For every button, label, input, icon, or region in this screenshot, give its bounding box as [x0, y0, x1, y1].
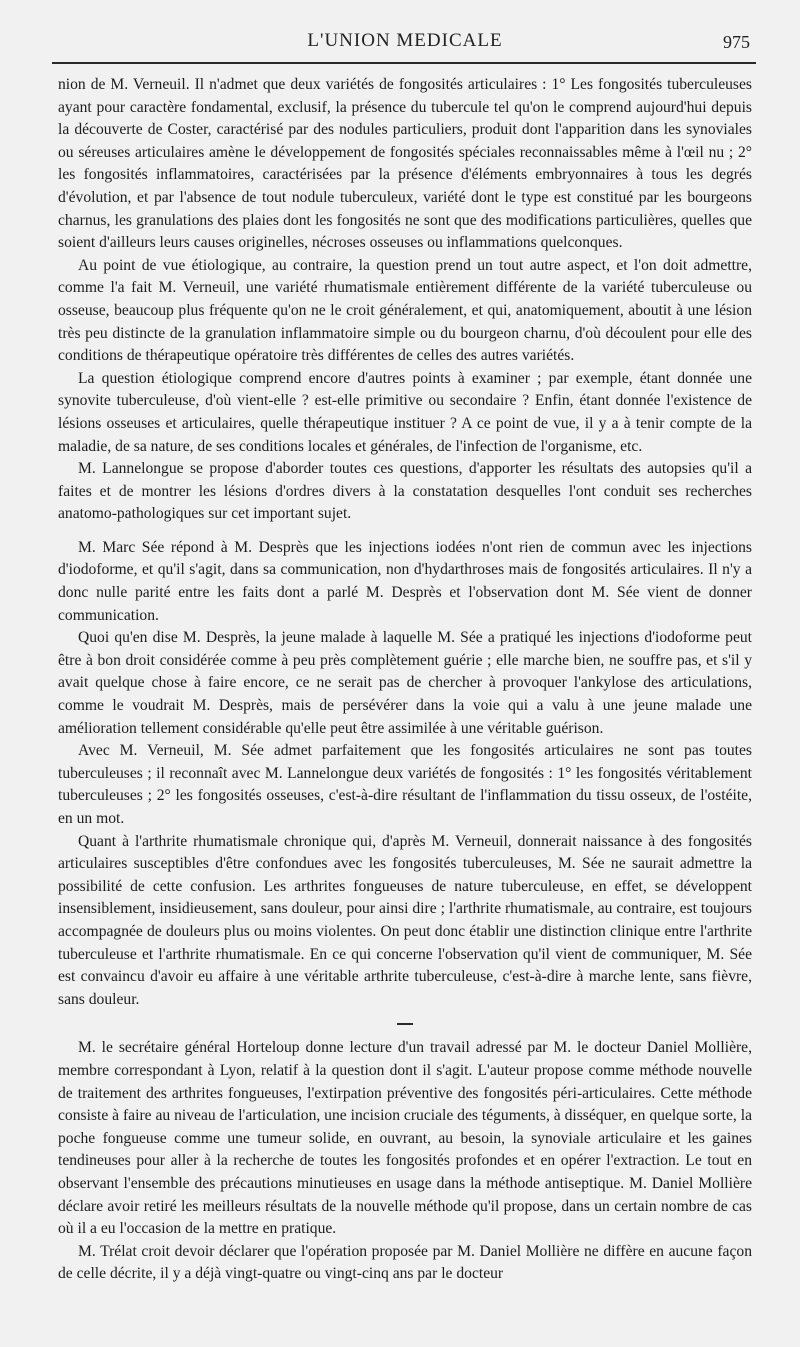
paragraph: Au point de vue étiologique, au contraire, la question prend un tout autre aspect, et l'on doit admettre, comme l'a fait M. Verneuil, une variété rhumatismale entièrement différente de la variété tuberculeuse ou osseuse, beaucoup plus fréquente qu'on ne le croit généralement, et qui, anatomiquement, aboutit à une lésion très peu distincte de la granulation inflammatoire simple ou du bourgeon charnu, d'où découlent pour elle des conditions de thérapeutique opératoire très différentes de celles des autres variétés. [58, 256, 752, 365]
section-separator [397, 1023, 413, 1025]
paragraph: M. Trélat croit devoir déclarer que l'opération proposée par M. Daniel Mollière ne diffère en aucune façon de celle décrite, il y a déjà vingt-quatre ou vingt-cinq ans par le docteur [58, 1242, 752, 1283]
running-header [58, 30, 752, 56]
paragraph: Quant à l'arthrite rhumatismale chronique qui, d'après M. Verneuil, donnerait naissance à des fongosités articulaires susceptibles d'être confondues avec les fongosités tuberculeuses, M. Sée ne saurait admettre la possibilité de cette confusion. Les arthrites fongueuses de nature tuberculeuse, en effet, se développent insensiblement, insidieusement, sans douleur, pour ainsi dire ; l'arthrite rhumatismale, au contraire, est toujours accompagnée de douleurs plus ou moins violentes. On peut donc établir une distinction clinique entre l'arthrite tuberculeuse et l'arthrite rhumatismale. En ce qui concerne l'observation qu'il vient de communiquer, M. Sée est convaincu d'avoir eu affaire à une véritable arthrite tuberculeuse, c'est-à-dire à marche lente, sans fièvre, sans douleur. [58, 832, 752, 1008]
paragraph: nion de M. Verneuil. Il n'admet que deux variétés de fongosités articulaires : 1° Les fongosités tuberculeuses ayant pour caractère fondamental, exclusif, la présence du tubercule tel qu'on le comprend aujourd'hui depuis la découverte de Coster, caractérisé par des nodules particuliers, produit dont l'apparition dans les synoviales ou séreuses articulaires amène le développement de fongosités spéciales reconnaissables même à l'œil nu ; 2° les fongosités inflammatoires, caractérisées par la présence d'éléments embryonnaires à tous les degrés d'évolution, et par l'absence de tout nodule tuberculeux, variété dont le type est constitué par les bourgeons charnus, les granulations des plaies dont les fongosités ne sont que des modifications particulières, quelles que soient d'ailleurs leurs causes originelles, nécroses osseuses ou inflammations quelconques. [58, 76, 752, 252]
article-body [58, 74, 752, 1286]
paragraph: Quoi qu'en dise M. Desprès, la jeune malade à laquelle M. Sée a pratiqué les injections d'iodoforme peut être à bon droit considérée comme à peu près complètement guérie ; elle marche bien, ne souffre pas, et s'il y avait quelque chose à faire encore, ce ne serait pas de chercher à provoquer l'ankylose des articulations, comme le voudrait M. Desprès, mais de persévérer dans la voie qui a valu à une jeune malade une amélioration tellement considérable qu'elle peut être assimilée à une véritable guérison. [58, 629, 752, 737]
paragraph: M. le secrétaire général Horteloup donne lecture d'un travail adressé par M. le docteur Daniel Mollière, membre correspondant à Lyon, relatif à la question dont il s'agit. L'auteur propose comme méthode nouvelle de traitement des arthrites fongueuses, l'extirpation préventive des fongosités péri-articulaires. Cette méthode consiste à faire au niveau de l'articulation, une incision cruciale des téguments, à disséquer, en quelque sorte, la poche fongueuse comme une tumeur solide, en ouvrant, au besoin, la synoviale articulaire et les gaines tendineuses pour aller à la recherche de toutes les fongosités profondes et en opérer l'extraction. Le tout en observant l'ensemble des précautions minutieuses en usage dans la méthode antiseptique. M. Daniel Mollière déclare avoir retiré les meilleurs résultats de la nouvelle méthode qu'il propose, dans un certain nombre de cas où il a eu l'occasion de la mettre en pratique. [58, 1039, 752, 1238]
paragraph-gap [58, 526, 752, 537]
paragraph: La question étiologique comprend encore d'autres points à examiner ; par exemple, étant donnée une synovite tuberculeuse, d'où vient-elle ? est-elle primitive ou secondaire ? Enfin, étant donnée l'existence de lésions osseuses et articulaires, quelle thérapeutique instituer ? A ce point de vue, il y a à tenir compte de la maladie, de sa nature, de ses conditions locales et générales, de l'infection de l'organisme, etc. [58, 369, 752, 455]
page-number: 975 [723, 32, 750, 52]
paragraph: Avec M. Verneuil, M. Sée admet parfaitement que les fongosités articulaires ne sont pas toutes tuberculeuses ; il reconnaît avec M. Lannelongue deux variétés de fongosités : 1° les fongosités véritablement tuberculeuses ; 2° les fongosités osseuses, c'est-à-dire résultant de l'inflammation du tissu osseux, de l'ostéite, en un mot. [58, 742, 752, 827]
header-rule [52, 62, 756, 64]
paragraph: M. Marc Sée répond à M. Desprès que les injections iodées n'ont rien de commun avec les injections d'iodoforme, et qu'il s'agit, dans sa communication, non d'hydarthroses mais de fongosités articulaires. Il n'y a donc nulle parité entre les faits dont a parlé M. Desprès et l'observation dont M. Sée vient de donner communication. [58, 538, 752, 624]
journal-title: L'UNION MEDICALE [307, 30, 503, 51]
paragraph: M. Lannelongue se propose d'aborder toutes ces questions, d'apporter les résultats des autopsies qu'il a faites et de montrer les lésions d'ordres divers à la constatation desquelles l'ont conduit ses recherches anatomo-pathologiques sur cet important sujet. [58, 460, 752, 523]
